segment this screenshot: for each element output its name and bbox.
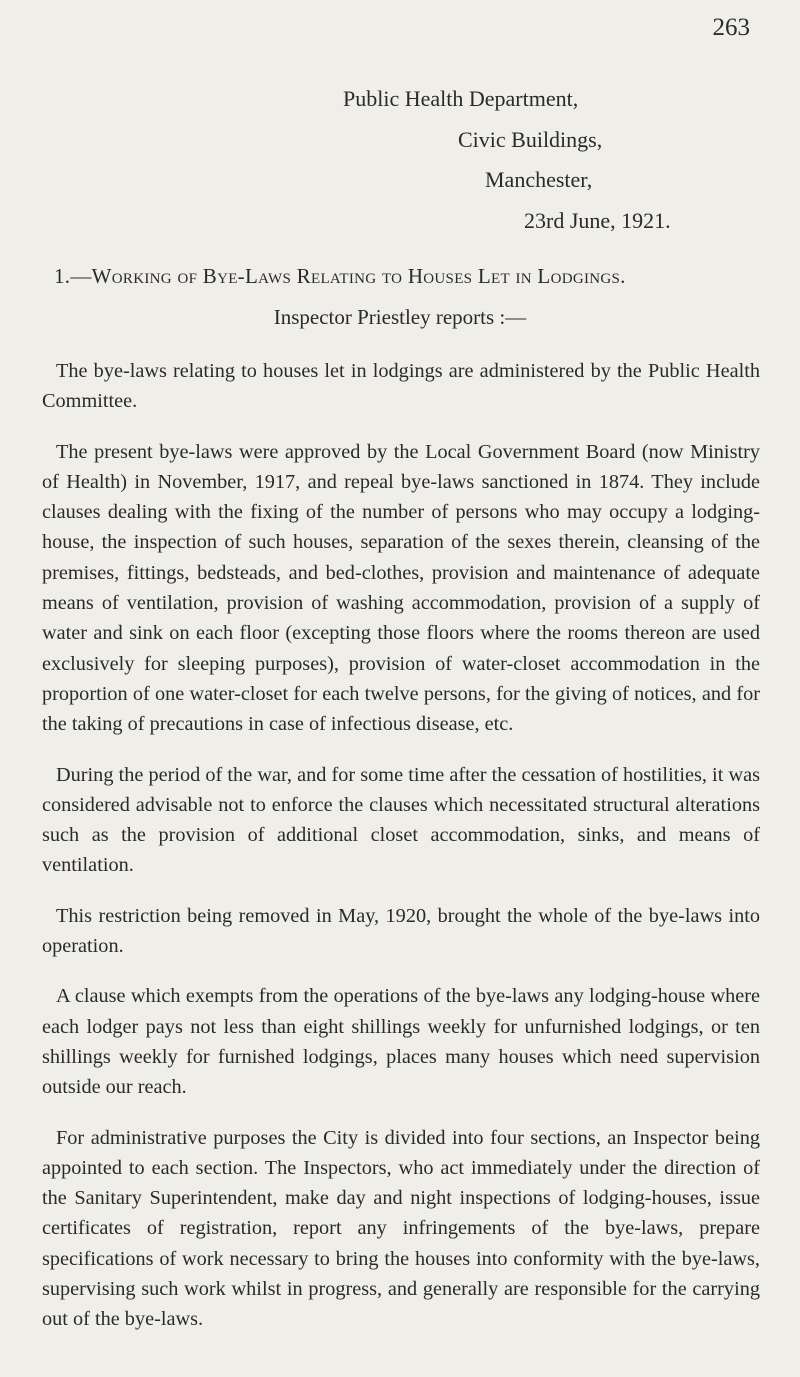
paragraph-restriction-removed: This restriction being removed in May, 1920, brought the whole of the bye-laws into operation. [42, 904, 760, 958]
paragraph-exemption-clause: A clause which exempts from the operations of the bye-laws any lodging-house where each lodger pays not less than eight shillings weekly for unfurnished lodgings, or ten shillings weekly for furnished lodgings, places many houses which need supervision outside our reach. [42, 985, 760, 1099]
page-number: 263 [712, 14, 750, 41]
address-department: Public Health Department, [343, 86, 579, 111]
paragraph-present-bye-laws: The present bye-laws were approved by the Local Government Board (now Ministry of Health) in November, 1917, and repeal bye-laws sanctioned in 1874. They include clauses dealing with the fixing of the number of persons who may occupy a lodging-house, the inspection of such houses, separation of the sexes therein, cleansing of the premises, fittings, bedsteads, and bed-clothes, provision and maintenance of adequate means of ventilation, provision of washing accommodation, provision of a supply of water and sink on each floor (excepting those floors where the rooms thereon are used exclusively for sleeping purposes), provision of water-closet accommodation in the proportion of one water-closet for each twelve persons, for the giving of notices, and for the taking of precautions in case of infectious disease, etc. [42, 440, 760, 736]
address-building: Civic Buildings, [458, 127, 603, 152]
report-body [42, 356, 760, 1355]
paragraph-administration: The bye-laws relating to houses let in lodgings are administered by the Public Health Committee. [42, 360, 760, 413]
paragraph-inspectors: For administrative purposes the City is divided into four sections, an Inspector being appointed to each section. The Inspectors, who act immediately under the direction of the Sanitary Superintendent, make day and night inspections of lodging-houses, issue certificates of registration, report any infringements of the bye-laws, prepare specifications of work necessary to bring the houses into conformity with the bye-laws, supervising such work whilst in progress, and generally are responsible for the carrying out of the bye-laws. [42, 1126, 760, 1331]
section-heading: 1.—Working of Bye-Laws Relating to Houses Let in Lodgings. [54, 264, 626, 288]
paragraph-war-period: During the period of the war, and for some time after the cessation of hostilities, it was considered advisable not to enforce the clauses which necessitated structural alterations such as the provision of additional closet accommodation, sinks, and means of ventilation. [42, 763, 760, 877]
address-city: Manchester, [485, 167, 593, 192]
reporter-line: Inspector Priestley reports :— [273, 305, 527, 329]
address-date: 23rd June, 1921. [524, 208, 671, 233]
